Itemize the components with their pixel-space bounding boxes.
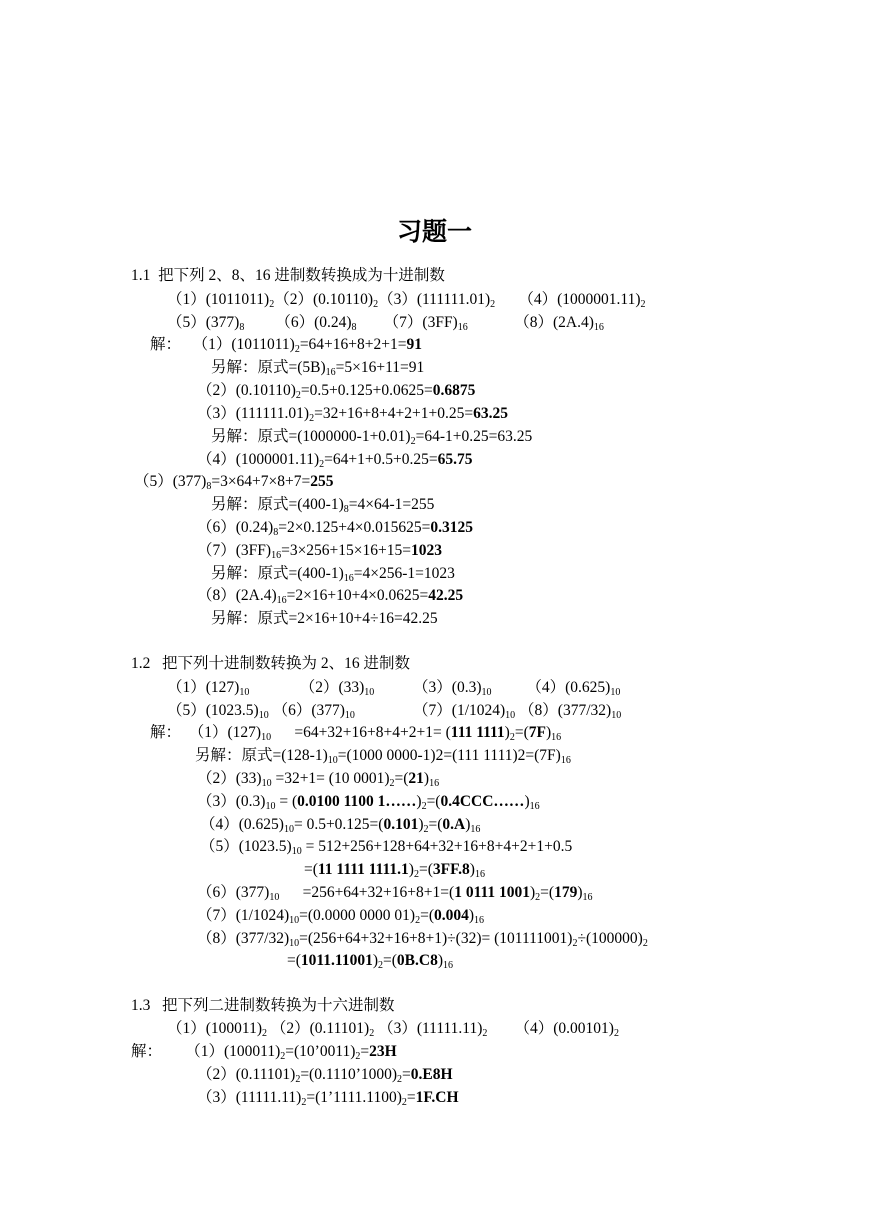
solution-line: $(6)(0.24)_8=2\times 0.125+4\times 0.015625=0.3125$ xyxy=(197,519,474,538)
solution-line: $(7)(3FF)_{16}=3\times 256+15\times 16+15=1023$ xyxy=(197,542,443,561)
solution-line: $(8)(2A.4)_{16}=2\times 16+10+4\times 0.0625=42.25$ xyxy=(197,587,464,606)
solution-line: $(8)(377/32)_{10}=(256+64+32+16+8+1)\div(32)= (101111001)_2\div(100000)_2$ xyxy=(197,930,648,949)
solution-line: $(2)(0.10110)_2=0.5+0.125+0.0625=0.6875$ xyxy=(197,382,476,401)
page-title: 习题一 xyxy=(396,217,472,246)
alt-solution-line: 另解：原式=2×16+10+4÷16=42.25 xyxy=(211,610,438,627)
solution-line: 解： $(1)(1011011)_2=64+16+8+2+1=91$ xyxy=(150,336,423,355)
problem-line: $(1)(100011)_2$ $(2)(0.11101)_2$ $(3)(11111.11)_2$ $(4)(0.00101)_2$ xyxy=(167,1020,619,1039)
problem-line: $(1)(1011011)_2(2)(0.10110)_2(3)(111111.01)_2$ $(4)(1000001.11)_2$ xyxy=(167,291,646,310)
alt-solution-line: 另解：原式$=(128-1)_{10}=(1000$ 0000-1)2=(111 $1111)2=(7F)_{16}$ xyxy=(195,747,571,766)
solution-line: $(5)(377)_8=3\times 64+7\times 8+7=255$ xyxy=(134,473,334,492)
problem-line: $(1)(127)_{10}$ $(2)(33)_{10}$ $(3)(0.3)_{10}$ $(4)(0.625)_{10}$ xyxy=(167,679,621,698)
alt-solution-line: 另解：原式$=(400-1)_8=4\times 64-1=255$ xyxy=(211,496,435,515)
section-heading-1-2: 1.2 把下列十进制数转换为 2、16 进制数 xyxy=(131,655,411,672)
solution-line: $(5)(1023.5)_{10} = 512+256+128+64+32+16+8+4+2+1+0.5$ xyxy=(200,838,573,857)
solution-line: =(11 1111 $1111.1)_2=(3FF.8)_{16}$ xyxy=(304,861,485,880)
alt-solution-line: 另解：原式$=(5B)_{16}=5\times 16+11=91$ xyxy=(211,359,425,378)
alt-solution-line: 另解：原式$=(1000000-1+0.01)_2=64-1+0.25=63.25$ xyxy=(211,428,533,447)
solution-line: $(3)(11111.11)_2=(1’1111.1100)_2=1F.CH$ xyxy=(197,1089,459,1108)
solution-line: $(4)(1000001.11)_2=64+1+0.5+0.25=65.75$ xyxy=(197,451,473,470)
problem-line: $(5)(377)_8$ $(6)(0.24)_8$ $(7)(3FF)_{16}$ $(8)(2A.4)_{16}$ xyxy=(167,314,604,333)
solution-line: 解： $(1)(100011)_2=(10’0011)_2=23H$ xyxy=(131,1043,397,1062)
section-heading-1-1: 1.1 把下列 2、8、16 进制数转换成为十进制数 xyxy=(131,267,445,284)
solution-line: $(2)(33)_{10} =32+1= (10$ $0001)_2=(21)_{16}$ xyxy=(197,770,440,789)
solution-line: $(3)(0.3)_{10} = (0.0100$ 1100 $1\dots\dots)_2=(0.4CCC\dots\dots)_{16}$ xyxy=(197,793,540,812)
solution-line: $(4)(0.625)_{10}= 0.5+0.125=(0.101)_2=(0.A)_{16}$ xyxy=(200,816,481,835)
solution-line: $(2)(0.11101)_2=(0.1110’1000)_2=0.E8H$ xyxy=(197,1066,453,1085)
solution-line: $(7)(1/1024)_{10}=(0.0000$ 0000 $01)_2=(0.004)_{16}$ xyxy=(197,907,485,926)
solution-line: $(3)(111111.01)_2=32+16+8+4+2+1+0.25=63.25$ xyxy=(197,405,509,424)
solution-line: $(6)(377)_{10}$ =256+64+32+16+8+1=(1 0111 $1001)_2=(179)_{16}$ xyxy=(197,884,593,903)
solution-line: 解： $(1)(127)_{10}$ =64+32+16+8+4+2+1= (111 $1111)_2=(7F)_{16}$ xyxy=(150,724,562,743)
alt-solution-line: 另解：原式$=(400-1)_{16}=4\times 256-1=1023$ xyxy=(211,565,455,584)
section-heading-1-3: 1.3 把下列二进制数转换为十六进制数 xyxy=(131,997,395,1014)
problem-line: $(5)(1023.5)_{10}$ $(6)(377)_{10}$ $(7)(1/1024)_{10}$ $(8)(377/32)_{10}$ xyxy=(167,702,622,721)
solution-line: $=(1011.11001)_2=(0B.C8)_{16}$ xyxy=(287,952,453,971)
